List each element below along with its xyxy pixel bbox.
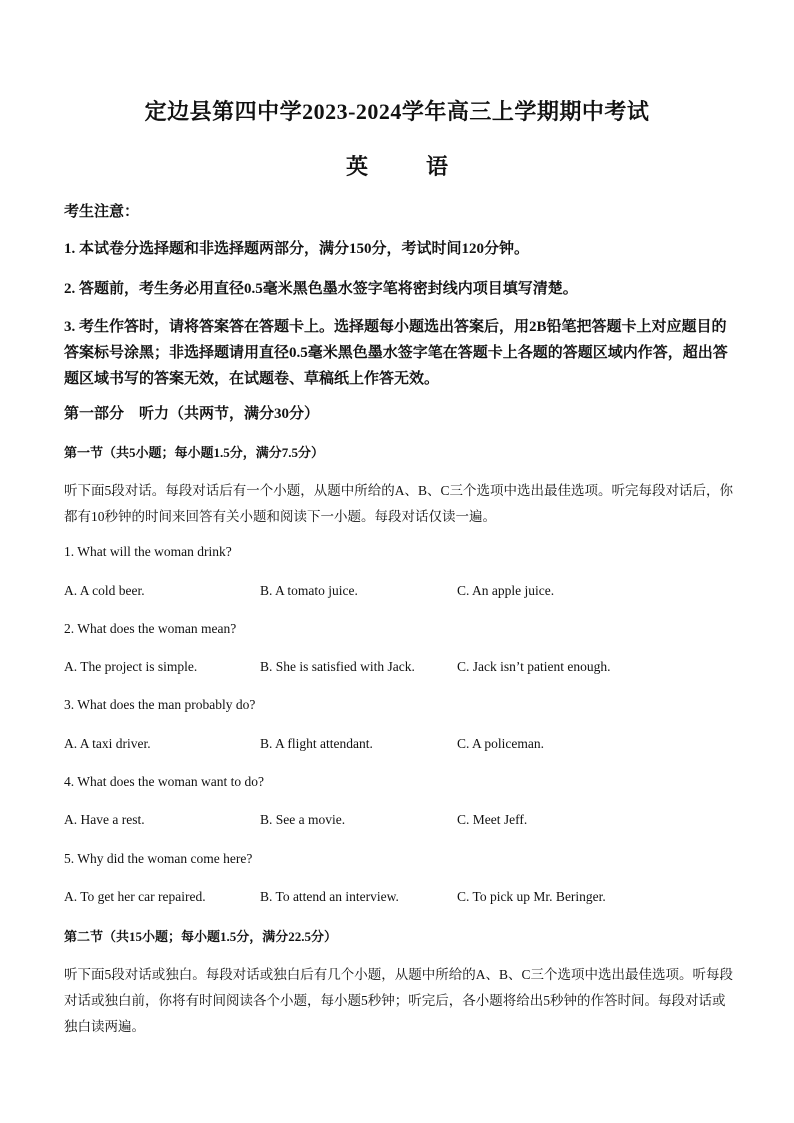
question-options [64, 889, 734, 909]
option-c: C. To pick up Mr. Beringer. [457, 889, 606, 904]
notice-item: 2. 答题前，考生务必用直径0.5毫米黑色墨水签字笔将密封线内项目填写清楚。 [64, 281, 578, 297]
question-options [64, 812, 734, 832]
question-stem: 2. What does the woman mean? [64, 621, 237, 636]
exam-subject: 英 语 [345, 154, 466, 179]
option-a: A. A taxi driver. [64, 736, 151, 751]
option-a: A. To get her car repaired. [64, 889, 206, 904]
section-instructions: 听下面5段对话。每段对话后有一个小题，从题中所给的A、B、C三个选项中选出最佳选项。听完每段对话后，你都有10秒钟的时间来回答有关小题和阅读下一小题。每段对话仅读一遍。 [64, 483, 734, 524]
option-a: A. Have a rest. [64, 812, 145, 827]
question-stem: 3. What does the man probably do? [64, 697, 256, 712]
notice-item: 1. 本试卷分选择题和非选择题两部分，满分150分，考试时间120分钟。 [64, 241, 530, 257]
exam-title: 定边县第四中学2023-2024学年高三上学期期中考试 [144, 99, 650, 124]
option-b: B. She is satisfied with Jack. [260, 659, 415, 674]
section-instructions: 听下面5段对话或独白。每段对话或独白后有几个小题，从题中所给的A、B、C三个选项中选出最佳选项。听每段对话或独白前，你将有时间阅读各个小题，每小题5秒钟；听完后，各小题将给出5秒钟的作答时间。每段对话或独白读两遍。 [64, 967, 734, 1034]
part-heading: 第一部分 听力（共两节，满分30分） [64, 406, 320, 422]
option-a: A. A cold beer. [64, 583, 145, 598]
section-heading: 第一节（共5小题；每小题1.5分，满分7.5分） [64, 445, 325, 460]
option-b: B. See a movie. [260, 812, 346, 827]
option-c: C. Jack isn’t patient enough. [457, 659, 611, 674]
question-stem: 5. Why did the woman come here? [64, 851, 253, 866]
question-options [64, 736, 734, 756]
question-stem: 1. What will the woman drink? [64, 544, 232, 559]
option-c: C. A policeman. [457, 736, 544, 751]
option-c: C. Meet Jeff. [457, 812, 528, 827]
option-b: B. To attend an interview. [260, 889, 399, 904]
option-b: B. A flight attendant. [260, 736, 373, 751]
option-c: C. An apple juice. [457, 583, 555, 598]
option-a: A. The project is simple. [64, 659, 198, 674]
option-b: B. A tomato juice. [260, 583, 358, 598]
question-options [64, 583, 734, 603]
notice-item: 3. 考生作答时，请将答案答在答题卡上。选择题每小题选出答案后，用2B铅笔把答题卡上对应题目的答案标号涂黑；非选择题请用直径0.5毫米黑色墨水签字笔在答题卡上各题的答题区域内作答，超出答题区域书写的答案无效，在试题卷、草稿纸上作答无效。 [64, 319, 728, 387]
section-heading: 第二节（共15小题；每小题1.5分，满分22.5分） [64, 929, 338, 944]
question-options [64, 659, 734, 679]
question-stem: 4. What does the woman want to do? [64, 774, 264, 789]
notice-heading: 考生注意： [64, 204, 140, 220]
